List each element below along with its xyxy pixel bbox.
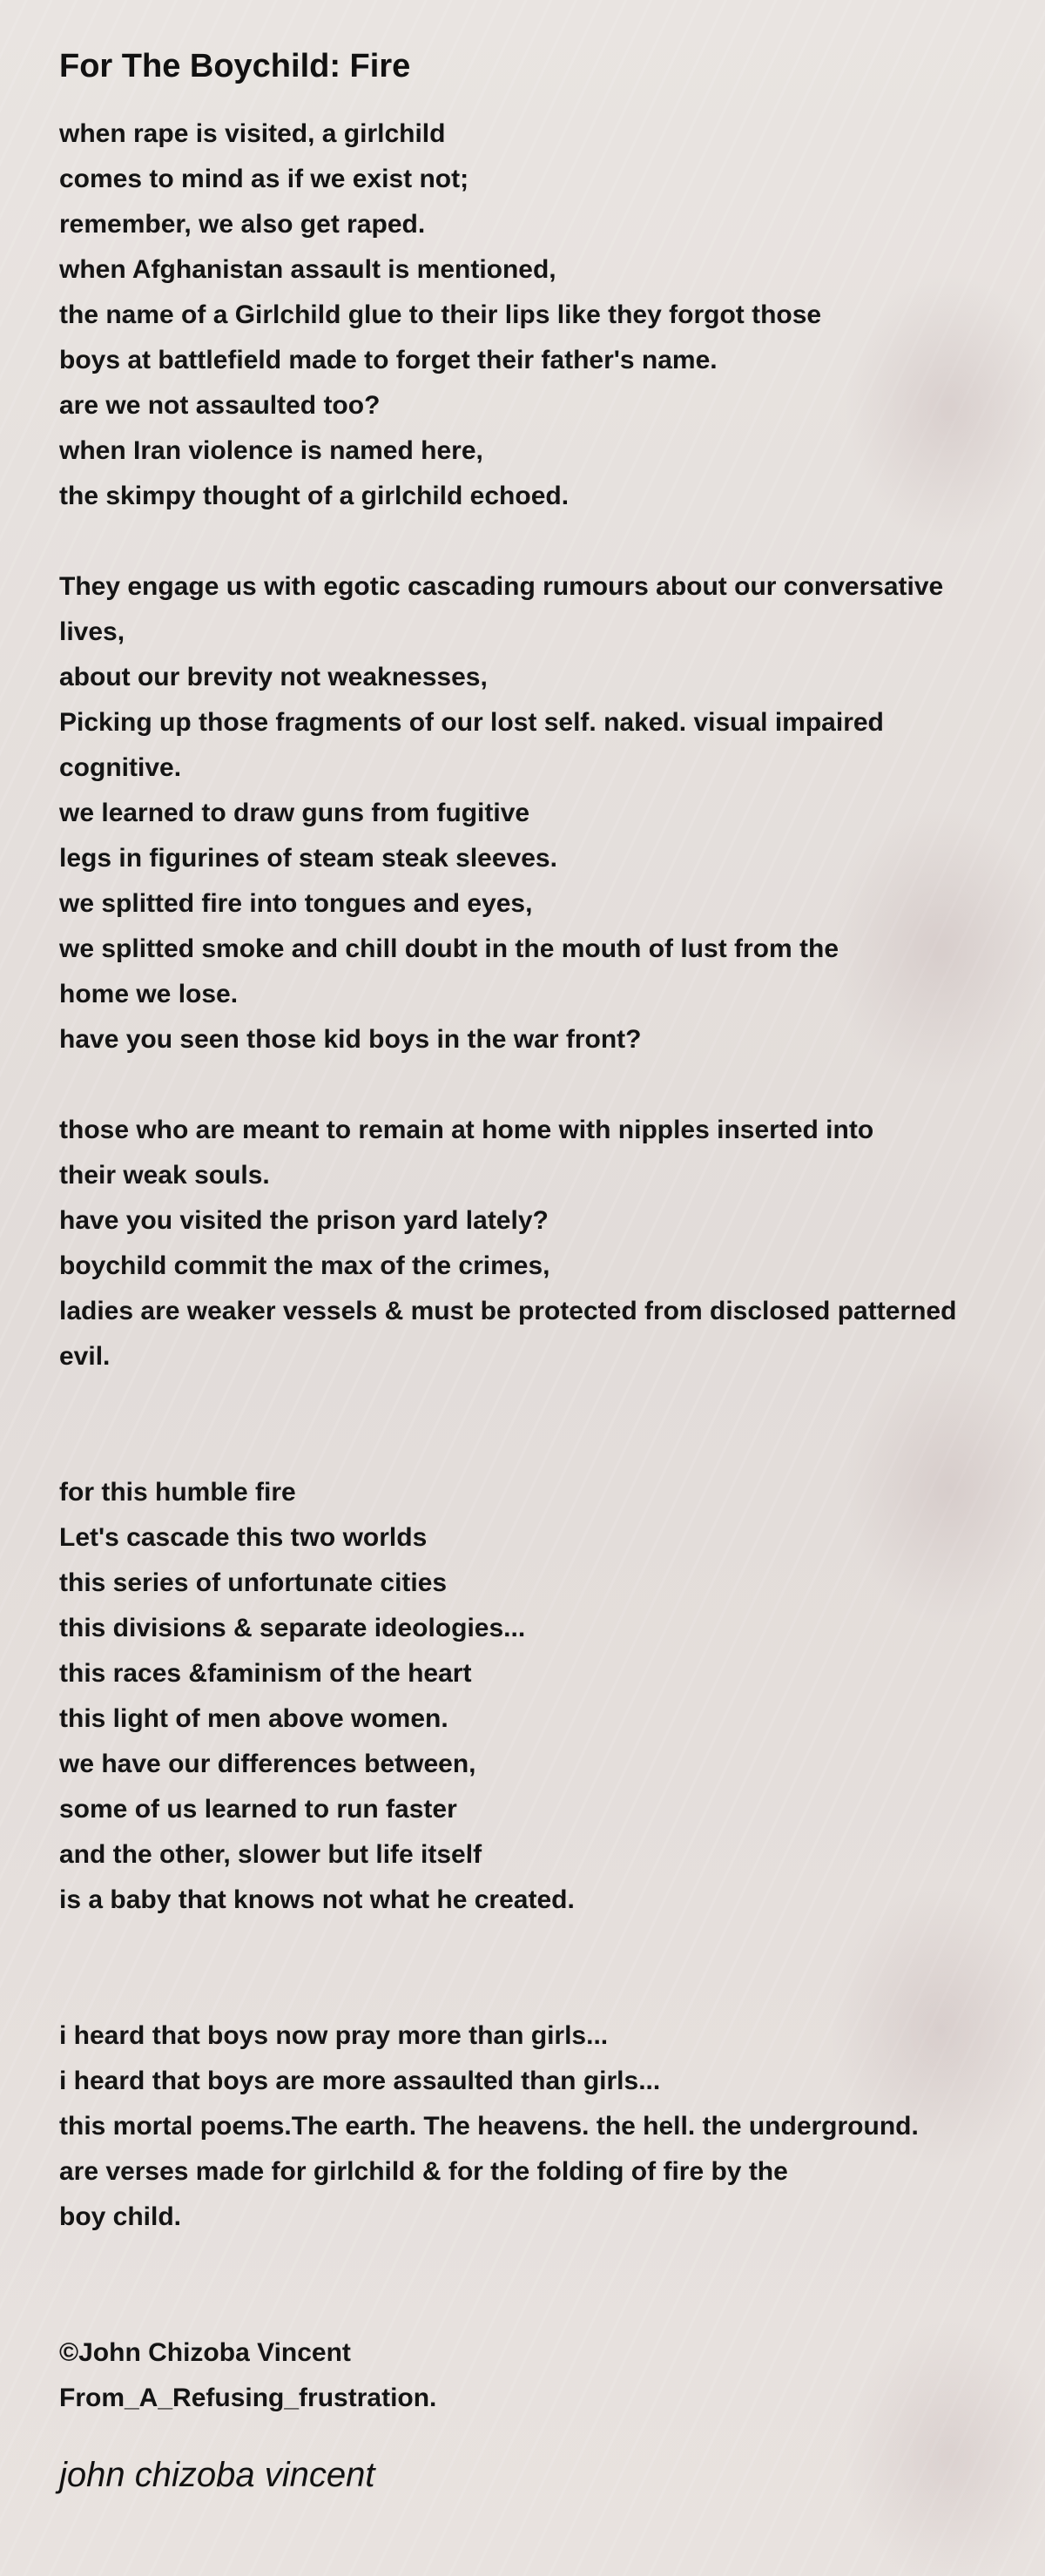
poem-line: this races &faminism of the heart	[59, 1659, 472, 1688]
stanza-gap	[59, 519, 1038, 564]
source-line: From_A_Refusing_frustration.	[59, 2384, 437, 2412]
poem-title: For The Boychild: Fire	[59, 48, 411, 84]
stanza-gap	[59, 1062, 1038, 1108]
stanza-credit	[59, 2330, 1038, 2421]
author-signature: john chizoba vincent	[59, 2456, 375, 2494]
poem-line: i heard that boys are more assaulted than girls...	[59, 2067, 661, 2095]
poem-line: when rape is visited, a girlchild	[59, 119, 446, 148]
poem-line: the skimpy thought of a girlchild echoed.	[59, 482, 570, 510]
poem-line: ladies are weaker vessels & must be protected from disclosed patterned	[59, 1297, 957, 1325]
stanza-5	[59, 2013, 1038, 2240]
poem-page	[59, 40, 1038, 2501]
stanza-gap	[59, 2240, 1038, 2330]
poem-line: boy child.	[59, 2202, 182, 2231]
poem-line: are verses made for girlchild & for the folding of fire by the	[59, 2157, 788, 2186]
poem-line: remember, we also get raped.	[59, 210, 426, 239]
poem-line: and the other, slower but life itself	[59, 1840, 482, 1869]
poem-line: have you visited the prison yard lately?	[59, 1206, 549, 1235]
poem-line: are we not assaulted too?	[59, 391, 381, 420]
poem-line: cognitive.	[59, 753, 182, 782]
poem-line: this mortal poems.The earth. The heavens. the hell. the underground.	[59, 2112, 919, 2141]
poem-line: Picking up those fragments of our lost self. naked. visual impaired	[59, 708, 884, 737]
poem-line: for this humble fire	[59, 1478, 296, 1507]
poem-line: we learned to draw guns from fugitive	[59, 799, 530, 827]
poem-line: have you seen those kid boys in the war front?	[59, 1025, 642, 1054]
poem-line: some of us learned to run faster	[59, 1795, 457, 1824]
poem-line: about our brevity not weaknesses,	[59, 663, 488, 691]
stanza-3	[59, 1108, 1038, 1379]
stanza-2	[59, 564, 1038, 1062]
poem-line: when Iran violence is named here,	[59, 436, 483, 465]
poem-line: home we lose.	[59, 980, 239, 1008]
poem-line: is a baby that knows not what he created.	[59, 1885, 575, 1914]
poem-line: boychild commit the max of the crimes,	[59, 1251, 550, 1280]
stanza-gap	[59, 1379, 1038, 1470]
copyright-line: ©John Chizoba Vincent	[59, 2338, 351, 2367]
poem-line: evil.	[59, 1342, 111, 1371]
poem-line: when Afghanistan assault is mentioned,	[59, 255, 556, 284]
poem-line: Let's cascade this two worlds	[59, 1523, 428, 1552]
stanza-1	[59, 111, 1038, 519]
poem-line: legs in figurines of steam steak sleeves.	[59, 844, 557, 873]
poem-line: their weak souls.	[59, 1161, 270, 1190]
poem-line: this light of men above women.	[59, 1704, 448, 1733]
poem-line: the name of a Girlchild glue to their lips like they forgot those	[59, 300, 822, 329]
poem-line: we splitted fire into tongues and eyes,	[59, 889, 533, 918]
stanza-4	[59, 1470, 1038, 1923]
poem-line: we have our differences between,	[59, 1750, 476, 1778]
poem-line: comes to mind as if we exist not;	[59, 165, 469, 193]
stanza-gap	[59, 1923, 1038, 2013]
poem-line: this divisions & separate ideologies...	[59, 1614, 526, 1642]
poem-line: They engage us with egotic cascading rumours about our conversative	[59, 572, 944, 601]
poem-line: i heard that boys now pray more than girls...	[59, 2021, 609, 2050]
poem-line: this series of unfortunate cities	[59, 1568, 448, 1597]
poem-line: those who are meant to remain at home with nipples inserted into	[59, 1116, 874, 1144]
poem-line: lives,	[59, 617, 125, 646]
poem-line: boys at battlefield made to forget their father's name.	[59, 346, 718, 374]
poem-line: we splitted smoke and chill doubt in the mouth of lust from the	[59, 934, 839, 963]
